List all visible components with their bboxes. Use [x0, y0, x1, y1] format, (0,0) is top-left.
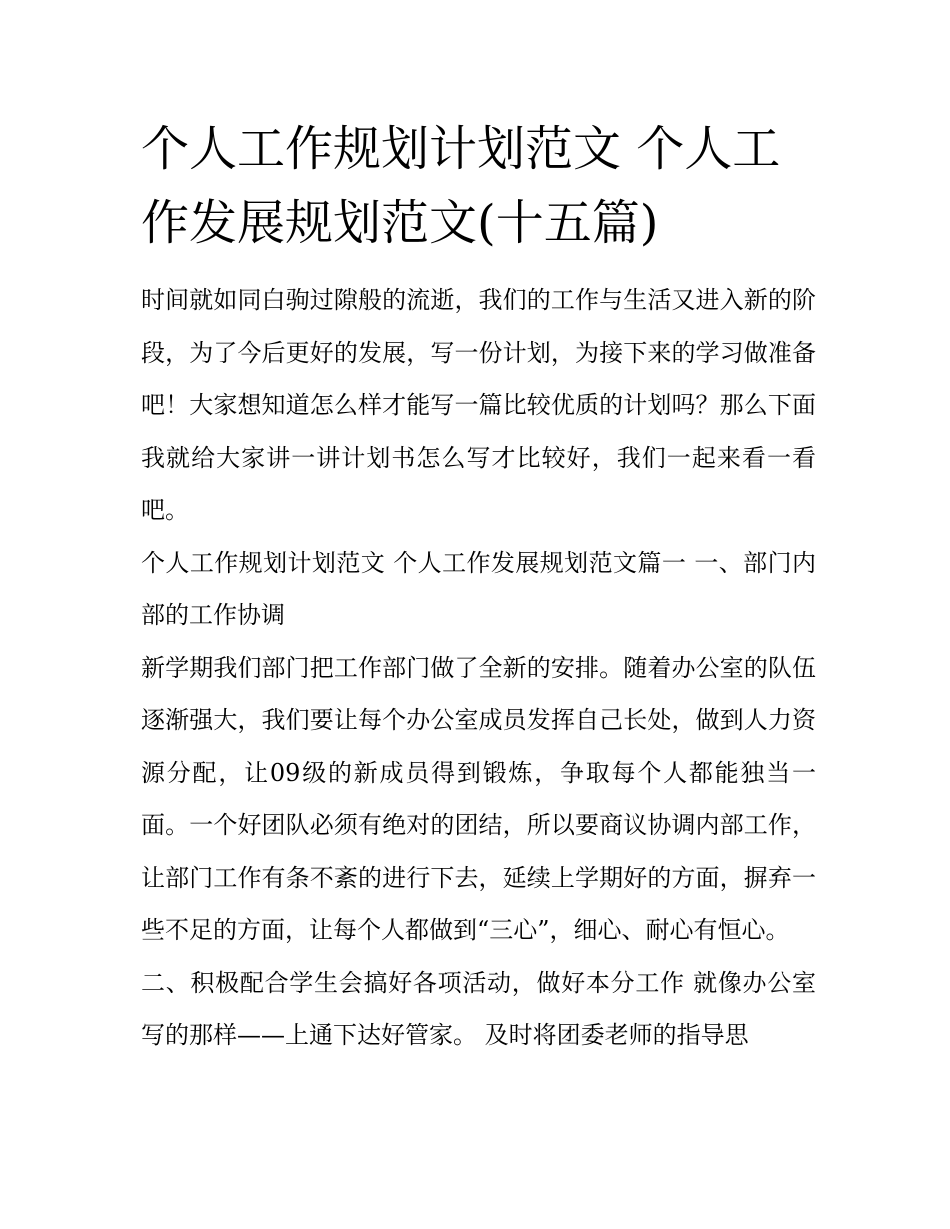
- section-heading: 个人工作规划计划范文 个人工作发展规划范文篇一 一、部门内部的工作协调: [141, 548, 816, 629]
- document-page: [141, 112, 816, 1062]
- title-spacer: [141, 260, 816, 274]
- body-paragraph: 新学期我们部门把工作部门做了全新的安排。随着办公室的队伍逐渐强大，我们要让每个办公室成员发挥自己长处，做到人力资源分配，让09级的新成员得到锻炼，争取每个人都能独当一面。一个好团队必须有绝对的团结，所以要商议协调内部工作，让部门工作有条不紊的进行下去，延续上学期好的方面，摒弃一些不足的方面，让每个人都做到“三心”，细心、耐心有恒心。: [141, 653, 816, 944]
- body-paragraph-2: 二、积极配合学生会搞好各项活动，做好本分工作 就像办公室写的那样——上通下达好管家。 及时将团委老师的指导思: [141, 968, 816, 1049]
- document-title: 个人工作规划计划范文 个人工作发展规划范文(十五篇): [141, 121, 781, 251]
- intro-paragraph: 时间就如同白驹过隙般的流逝，我们的工作与生活又进入新的阶段，为了今后更好的发展，写一份计划，为接下来的学习做准备吧！大家想知道怎么样才能写一篇比较优质的计划吗？那么下面我就给大家讲一讲计划书怎么写才比较好，我们一起来看一看吧。: [141, 286, 816, 524]
